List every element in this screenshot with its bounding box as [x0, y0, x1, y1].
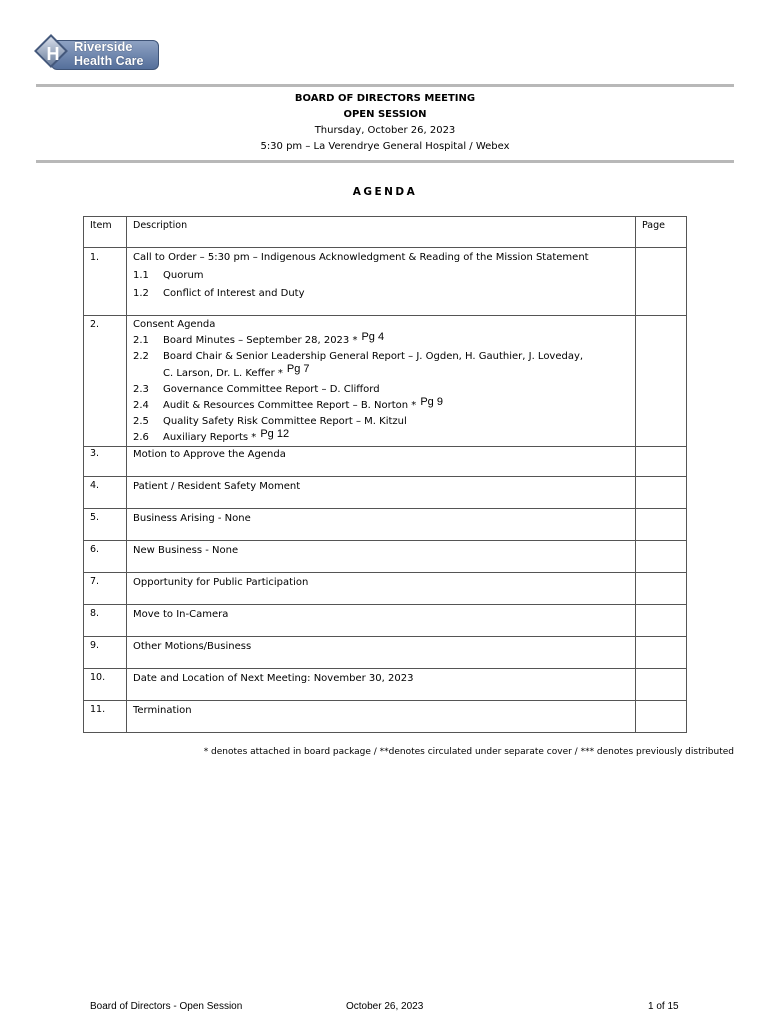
page-cell [636, 447, 687, 477]
item-number-cell: 3. [84, 447, 127, 477]
sub-item: 1.1 Quorum [133, 270, 204, 281]
item-number-cell: 4. [84, 477, 127, 509]
agenda-header-row [84, 217, 687, 248]
agenda-row [84, 605, 687, 637]
page-reference: Pg 4 [361, 331, 385, 343]
item-description: Business Arising - None [133, 513, 251, 524]
item-number-cell: 2. [84, 316, 127, 447]
agenda-row [84, 573, 687, 605]
description-cell [127, 248, 636, 316]
item-description: Termination [133, 705, 192, 716]
agenda-title: AGENDA [352, 186, 418, 198]
item-number-cell: 8. [84, 605, 127, 637]
sub-item: 2.4 Audit & Resources Committee Report – B. Norton * Pg 9 [133, 396, 443, 411]
meeting-title: BOARD OF DIRECTORS MEETING [294, 93, 476, 104]
item-description: New Business - None [133, 545, 239, 556]
column-header-description: Description [127, 217, 636, 248]
sub-item: 2.1 Board Minutes – September 28, 2023 * Pg 4 [133, 331, 385, 346]
footnote: * denotes attached in board package / **denotes circulated under separate cover / *** denotes previously distributed [203, 747, 734, 757]
agenda-row [84, 701, 687, 733]
logo-mark: H [46, 44, 60, 64]
item-description: Opportunity for Public Participation [133, 577, 309, 588]
column-header-page: Page [636, 217, 687, 248]
item-number-cell: 1. [84, 248, 127, 316]
item-description: Move to In-Camera [133, 609, 229, 620]
item-number-cell: 5. [84, 509, 127, 541]
page-cell [636, 605, 687, 637]
sub-item: 1.2 Conflict of Interest and Duty [133, 288, 305, 299]
page-cell [636, 541, 687, 573]
page-cell [636, 701, 687, 733]
item-description: Consent Agenda [133, 319, 216, 330]
sub-item-continuation: C. Larson, Dr. L. Keffer * Pg 7 [163, 363, 310, 379]
description-cell [127, 669, 636, 701]
meeting-time-location: 5:30 pm – La Verendrye General Hospital / Webex [260, 141, 510, 152]
sub-item: 2.3 Governance Committee Report – D. Clifford [133, 384, 380, 395]
description-cell [127, 316, 636, 447]
page-reference: Pg 9 [420, 396, 443, 408]
page-reference: Pg 12 [260, 428, 290, 440]
page-cell [636, 573, 687, 605]
footer-left: Board of Directors - Open Session [90, 1001, 243, 1012]
item-number-cell: 11. [84, 701, 127, 733]
description-cell [127, 541, 636, 573]
item-description: Call to Order – 5:30 pm – Indigenous Acknowledgment & Reading of the Mission Statement [133, 252, 589, 263]
header-bottom-rule [36, 160, 734, 163]
item-number-cell: 9. [84, 637, 127, 669]
description-cell [127, 477, 636, 509]
meeting-date: Thursday, October 26, 2023 [314, 125, 456, 136]
page-cell [636, 509, 687, 541]
agenda-row [84, 509, 687, 541]
agenda-row [84, 316, 687, 447]
sub-item: 2.5 Quality Safety Risk Committee Report – M. Kitzul [133, 416, 407, 427]
agenda-table [83, 216, 687, 733]
description-cell [127, 701, 636, 733]
agenda-row [84, 248, 687, 316]
meeting-subtitle: OPEN SESSION [343, 109, 427, 120]
item-description: Other Motions/Business [133, 641, 252, 652]
agenda-row [84, 637, 687, 669]
meeting-header [36, 91, 734, 155]
page-cell [636, 248, 687, 316]
logo-text-line1: Riverside [74, 39, 133, 54]
description-cell [127, 447, 636, 477]
footer-date: October 26, 2023 [346, 1001, 424, 1012]
agenda-row [84, 541, 687, 573]
item-description: Date and Location of Next Meeting: November 30, 2023 [133, 673, 414, 684]
page-cell [636, 669, 687, 701]
page-reference: Pg 7 [286, 363, 310, 375]
logo-text-line2: Health Care [74, 54, 144, 68]
description-cell [127, 605, 636, 637]
item-number-cell: 10. [84, 669, 127, 701]
sub-item: 2.6 Auxiliary Reports * Pg 12 [133, 428, 290, 443]
description-cell [127, 573, 636, 605]
item-description: Patient / Resident Safety Moment [133, 481, 301, 492]
page-cell [636, 477, 687, 509]
agenda-row [84, 669, 687, 701]
riverside-logo [37, 37, 161, 73]
item-description: Motion to Approve the Agenda [133, 449, 286, 460]
sub-item: 2.2 Board Chair & Senior Leadership General Report – J. Ogden, H. Gauthier, J. Loveday, [133, 351, 584, 362]
item-number-cell: 6. [84, 541, 127, 573]
page-cell [636, 637, 687, 669]
footer-page-number: 1 of 15 [648, 1001, 679, 1012]
top-rule [36, 84, 734, 87]
description-cell [127, 637, 636, 669]
agenda-row [84, 447, 687, 477]
column-header-item: Item [84, 217, 127, 248]
agenda-row [84, 477, 687, 509]
description-cell [127, 509, 636, 541]
page-cell [636, 316, 687, 447]
item-number-cell: 7. [84, 573, 127, 605]
